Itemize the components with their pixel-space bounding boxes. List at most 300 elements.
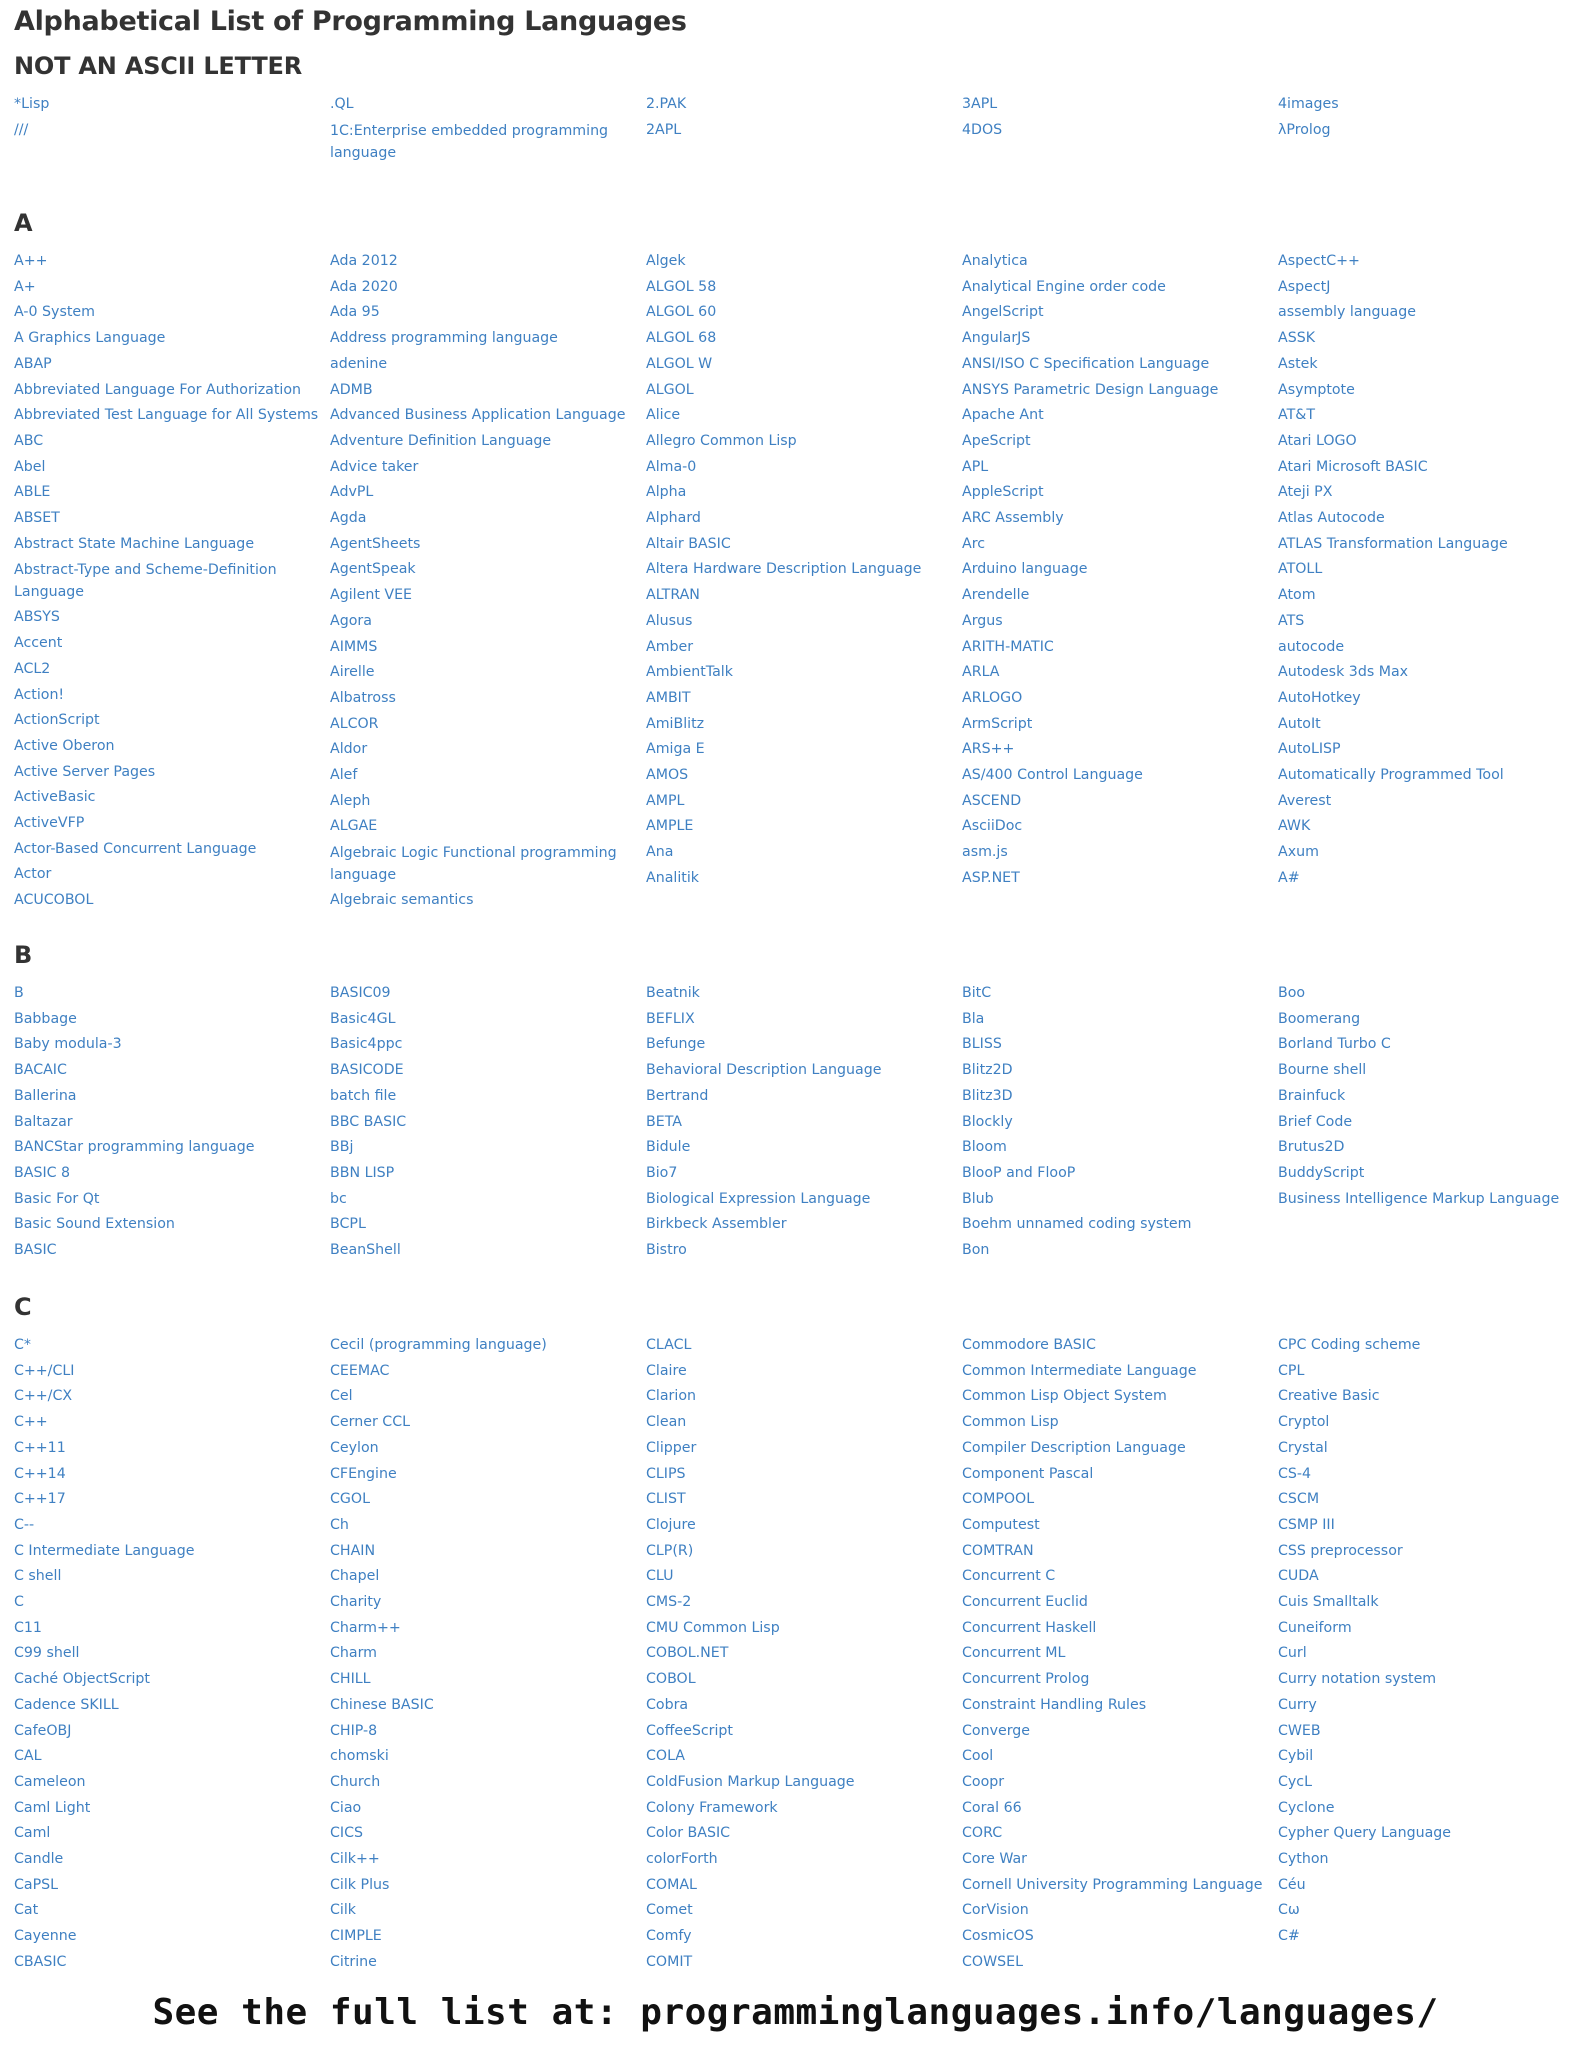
language-link[interactable]: Basic Sound Extension — [14, 1216, 175, 1233]
language-link[interactable]: Altera Hardware Description Language — [646, 561, 922, 578]
language-link[interactable]: *Lisp — [14, 96, 50, 112]
language-link[interactable]: Basic For Qt — [14, 1190, 100, 1207]
language-link[interactable]: COMTRAN — [962, 1542, 1034, 1559]
language-link[interactable]: Constraint Handling Rules — [962, 1696, 1147, 1713]
language-link[interactable]: Computest — [962, 1516, 1040, 1533]
language-link[interactable]: Borland Turbo C — [1278, 1036, 1391, 1053]
language-link[interactable]: Brutus2D — [1278, 1139, 1345, 1156]
language-link[interactable]: Analytica — [962, 253, 1028, 269]
language-link[interactable]: Arc — [962, 535, 986, 552]
language-link[interactable]: Allegro Common Lisp — [646, 432, 797, 449]
language-link[interactable]: chomski — [330, 1748, 389, 1765]
language-link[interactable]: Automatically Programmed Tool — [1278, 767, 1504, 784]
language-link[interactable]: λProlog — [1278, 121, 1331, 138]
language-link[interactable]: ADMB — [330, 381, 373, 398]
language-link[interactable]: Cornell University Programming Language — [962, 1876, 1263, 1893]
language-link[interactable]: Concurrent ML — [962, 1645, 1066, 1662]
language-link[interactable]: CPL — [1278, 1362, 1305, 1379]
language-link[interactable]: C++/CX — [14, 1388, 73, 1405]
language-link[interactable]: Basic4GL — [330, 1010, 396, 1027]
language-link[interactable]: COMPOOL — [962, 1491, 1035, 1508]
language-link[interactable]: Business Intelligence Markup Language — [1278, 1190, 1560, 1207]
language-link[interactable]: CSCM — [1278, 1491, 1320, 1508]
language-link[interactable]: Cobra — [646, 1696, 689, 1713]
language-link[interactable]: Boehm unnamed coding system — [962, 1216, 1192, 1233]
language-link[interactable]: Aleph — [330, 792, 371, 809]
language-link[interactable]: Amber — [646, 638, 694, 655]
language-link[interactable]: .QL — [330, 96, 354, 112]
language-link[interactable]: ABSET — [14, 510, 60, 527]
language-link[interactable]: C — [14, 1594, 24, 1611]
language-link[interactable]: CLIPS — [646, 1465, 686, 1482]
language-link[interactable]: Clipper — [646, 1439, 697, 1456]
language-link[interactable]: ABC — [14, 432, 44, 449]
language-link[interactable]: Component Pascal — [962, 1465, 1094, 1482]
language-link[interactable]: Axum — [1278, 844, 1319, 861]
language-link[interactable]: Advice taker — [330, 458, 419, 475]
language-link[interactable]: Ada 2020 — [330, 278, 398, 295]
language-link[interactable]: Arduino language — [962, 561, 1088, 578]
language-link[interactable]: Charm++ — [330, 1619, 401, 1636]
language-link[interactable]: BASIC09 — [330, 985, 391, 1001]
language-link[interactable]: ABAP — [14, 355, 52, 372]
language-link[interactable]: AIMMS — [330, 638, 378, 655]
language-link[interactable]: COMAL — [646, 1876, 697, 1893]
language-link[interactable]: A+ — [14, 278, 36, 295]
language-link[interactable]: Alice — [646, 407, 681, 424]
language-link[interactable]: BASIC 8 — [14, 1164, 71, 1181]
language-link[interactable]: Analytical Engine order code — [962, 278, 1166, 295]
language-link[interactable]: Arendelle — [962, 587, 1030, 604]
language-link[interactable]: CFEngine — [330, 1465, 397, 1482]
language-link[interactable]: CPC Coding scheme — [1278, 1337, 1421, 1353]
language-link[interactable]: CSS preprocessor — [1278, 1542, 1403, 1559]
language-link[interactable]: Aldor — [330, 741, 368, 758]
language-link[interactable]: 2.PAK — [646, 96, 687, 112]
language-link[interactable]: AT&T — [1278, 407, 1315, 424]
language-link[interactable]: BBj — [330, 1139, 354, 1156]
language-link[interactable]: Cypher Query Language — [1278, 1825, 1452, 1842]
language-link[interactable]: CaPSL — [14, 1876, 59, 1893]
language-link[interactable]: Boo — [1278, 985, 1306, 1001]
language-link[interactable]: Albatross — [330, 689, 396, 706]
language-link[interactable]: ACUCOBOL — [14, 892, 94, 909]
language-link[interactable]: BuddyScript — [1278, 1164, 1365, 1181]
language-link[interactable]: AngelScript — [962, 304, 1044, 321]
language-link[interactable]: Clarion — [646, 1388, 696, 1405]
language-link[interactable]: Curl — [1278, 1645, 1307, 1662]
language-link[interactable]: AutoHotkey — [1278, 689, 1361, 706]
language-link[interactable]: Abbreviated Language For Authorization — [14, 381, 302, 398]
language-link[interactable]: Coopr — [962, 1773, 1005, 1790]
language-link[interactable]: Coral 66 — [962, 1799, 1022, 1816]
language-link[interactable]: ANSYS Parametric Design Language — [962, 381, 1219, 398]
language-link[interactable]: AngularJS — [962, 330, 1031, 347]
language-link[interactable]: A-0 System — [14, 304, 95, 321]
language-link[interactable]: AMBIT — [646, 689, 691, 706]
language-link[interactable]: Atari LOGO — [1278, 432, 1357, 449]
language-link[interactable]: Cel — [330, 1388, 353, 1405]
language-link[interactable]: CS-4 — [1278, 1465, 1312, 1482]
language-link[interactable]: Actor-Based Concurrent Language — [14, 840, 257, 857]
language-link[interactable]: Curry — [1278, 1696, 1317, 1713]
language-link[interactable]: Averest — [1278, 792, 1332, 809]
language-link[interactable]: BeanShell — [330, 1242, 401, 1259]
language-link[interactable]: AgentSpeak — [330, 561, 416, 578]
language-link[interactable]: 2APL — [646, 121, 682, 138]
language-link[interactable]: BCPL — [330, 1216, 366, 1233]
language-link[interactable]: Bidule — [646, 1139, 691, 1156]
language-link[interactable]: A# — [1278, 869, 1300, 886]
language-link[interactable]: ASCEND — [962, 792, 1022, 809]
language-link[interactable]: CIMPLE — [330, 1928, 382, 1945]
language-link[interactable]: Ch — [330, 1516, 349, 1533]
language-link[interactable]: Cilk — [330, 1902, 357, 1919]
language-link[interactable]: Adventure Definition Language — [330, 432, 552, 449]
language-link[interactable]: ColdFusion Markup Language — [646, 1773, 855, 1790]
language-link[interactable]: assembly language — [1278, 304, 1416, 321]
language-link[interactable]: C* — [14, 1337, 32, 1353]
language-link[interactable]: Boomerang — [1278, 1010, 1361, 1027]
language-link[interactable]: Babbage — [14, 1010, 77, 1027]
language-link[interactable]: BACAIC — [14, 1062, 67, 1079]
language-link[interactable]: Candle — [14, 1851, 64, 1868]
language-link[interactable]: C shell — [14, 1568, 62, 1585]
language-link[interactable]: ALGOL 68 — [646, 330, 717, 347]
language-link[interactable]: AppleScript — [962, 484, 1044, 501]
language-link[interactable]: AMPLE — [646, 818, 694, 835]
language-link[interactable]: C-- — [14, 1516, 35, 1533]
language-link[interactable]: Atlas Autocode — [1278, 510, 1385, 527]
language-link[interactable]: C11 — [14, 1619, 42, 1636]
language-link[interactable]: Ceylon — [330, 1439, 379, 1456]
language-link[interactable]: CORC — [962, 1825, 1003, 1842]
language-link[interactable]: ABLE — [14, 484, 51, 501]
language-link[interactable]: BitC — [962, 985, 992, 1001]
language-link[interactable]: CoffeeScript — [646, 1722, 733, 1739]
language-link[interactable]: Advanced Business Application Language — [330, 407, 626, 424]
language-link[interactable]: Abbreviated Test Language for All Systems — [14, 407, 319, 424]
language-link[interactable]: Ateji PX — [1278, 484, 1333, 501]
language-link[interactable]: ANSI/ISO C Specification Language — [962, 355, 1210, 372]
language-link[interactable]: Accent — [14, 635, 63, 652]
language-link[interactable]: Cayenne — [14, 1928, 77, 1945]
language-link[interactable]: CHAIN — [330, 1542, 376, 1559]
language-link[interactable]: Atari Microsoft BASIC — [1278, 458, 1428, 475]
language-link[interactable]: Common Intermediate Language — [962, 1362, 1197, 1379]
language-link[interactable]: CorVision — [962, 1902, 1029, 1919]
language-link[interactable]: CEEMAC — [330, 1362, 390, 1379]
language-link[interactable]: adenine — [330, 355, 388, 372]
language-link[interactable]: Converge — [962, 1722, 1031, 1739]
language-link[interactable]: AgentSheets — [330, 535, 421, 552]
language-link[interactable]: batch file — [330, 1087, 397, 1104]
language-link[interactable]: Alma-0 — [646, 458, 697, 475]
language-link[interactable]: CSMP III — [1278, 1516, 1335, 1533]
language-link[interactable]: ASP.NET — [962, 869, 1020, 886]
language-link[interactable]: Comfy — [646, 1928, 692, 1945]
language-link[interactable]: C Intermediate Language — [14, 1542, 195, 1559]
language-link[interactable]: 1C:Enterprise embedded programming language — [330, 122, 609, 161]
language-link[interactable]: Concurrent Haskell — [962, 1619, 1097, 1636]
language-link[interactable]: Colony Framework — [646, 1799, 778, 1816]
language-link[interactable]: COBOL.NET — [646, 1645, 729, 1662]
language-link[interactable]: AspectJ — [1278, 278, 1331, 295]
language-link[interactable]: ATS — [1278, 612, 1305, 629]
language-link[interactable]: Abstract State Machine Language — [14, 535, 255, 552]
language-link[interactable]: C++14 — [14, 1465, 66, 1482]
language-link[interactable]: Brainfuck — [1278, 1087, 1346, 1104]
language-link[interactable]: C++11 — [14, 1439, 66, 1456]
language-link[interactable]: Active Oberon — [14, 737, 115, 754]
language-link[interactable]: Concurrent Prolog — [962, 1671, 1090, 1688]
language-link[interactable]: Airelle — [330, 664, 375, 681]
language-link[interactable]: Brief Code — [1278, 1113, 1353, 1130]
language-link[interactable]: /// — [14, 121, 29, 138]
language-link[interactable]: Beatnik — [646, 985, 700, 1001]
language-link[interactable]: CLU — [646, 1568, 674, 1585]
language-link[interactable]: CUDA — [1278, 1568, 1319, 1585]
language-link[interactable]: CMU Common Lisp — [646, 1619, 780, 1636]
language-link[interactable]: Cω — [1278, 1902, 1300, 1919]
language-link[interactable]: AutoIt — [1278, 715, 1321, 732]
language-link[interactable]: Agda — [330, 510, 367, 527]
language-link[interactable]: Algek — [646, 253, 686, 269]
language-link[interactable]: Amiga E — [646, 741, 705, 758]
language-link[interactable]: C99 shell — [14, 1645, 80, 1662]
language-link[interactable]: ALCOR — [330, 715, 379, 732]
language-link[interactable]: ARLOGO — [962, 689, 1023, 706]
language-link[interactable]: bc — [330, 1190, 347, 1207]
language-link[interactable]: Cadence SKILL — [14, 1696, 119, 1713]
language-link[interactable]: CLIST — [646, 1491, 686, 1508]
language-link[interactable]: Claire — [646, 1362, 687, 1379]
language-link[interactable]: Alphard — [646, 510, 701, 527]
language-link[interactable]: ACL2 — [14, 660, 51, 677]
language-link[interactable]: CycL — [1278, 1773, 1313, 1790]
language-link[interactable]: Caml Light — [14, 1799, 91, 1816]
language-link[interactable]: Autodesk 3ds Max — [1278, 664, 1409, 681]
language-link[interactable]: Argus — [962, 612, 1003, 629]
language-link[interactable]: Common Lisp — [962, 1414, 1059, 1431]
language-link[interactable]: COWSEL — [962, 1953, 1023, 1970]
language-link[interactable]: Action! — [14, 686, 65, 703]
language-link[interactable]: BANCStar programming language — [14, 1139, 255, 1156]
language-link[interactable]: ALGOL — [646, 381, 694, 398]
language-link[interactable]: Apache Ant — [962, 407, 1044, 424]
language-link[interactable]: C++/CLI — [14, 1362, 75, 1379]
language-link[interactable]: BEFLIX — [646, 1010, 695, 1027]
language-link[interactable]: Cryptol — [1278, 1414, 1330, 1431]
language-link[interactable]: Commodore BASIC — [962, 1337, 1096, 1353]
language-link[interactable]: Creative Basic — [1278, 1388, 1380, 1405]
language-link[interactable]: ALGOL 60 — [646, 304, 717, 321]
language-link[interactable]: Church — [330, 1773, 381, 1790]
language-link[interactable]: Cecil (programming language) — [330, 1337, 547, 1353]
language-link[interactable]: Address programming language — [330, 330, 558, 347]
language-link[interactable]: Concurrent Euclid — [962, 1594, 1088, 1611]
language-link[interactable]: Atom — [1278, 587, 1316, 604]
language-link[interactable]: COMIT — [646, 1953, 693, 1970]
language-link[interactable]: Cybil — [1278, 1748, 1314, 1765]
language-link[interactable]: Charm — [330, 1645, 377, 1662]
language-link[interactable]: Cython — [1278, 1851, 1329, 1868]
language-link[interactable]: Algebraic Logic Functional programming language — [330, 845, 617, 884]
language-link[interactable]: AS/400 Control Language — [962, 767, 1143, 784]
language-link[interactable]: Blitz3D — [962, 1087, 1013, 1104]
language-link[interactable]: Bistro — [646, 1242, 687, 1259]
language-link[interactable]: BBN LISP — [330, 1164, 395, 1181]
language-link[interactable]: COBOL — [646, 1671, 696, 1688]
language-link[interactable]: CLP(R) — [646, 1542, 694, 1559]
language-link[interactable]: Cameleon — [14, 1773, 86, 1790]
language-link[interactable]: CBASIC — [14, 1953, 67, 1970]
language-link[interactable]: C# — [1278, 1928, 1300, 1945]
language-link[interactable]: CosmicOS — [962, 1928, 1034, 1945]
language-link[interactable]: ActiveBasic — [14, 789, 96, 806]
language-link[interactable]: Ballerina — [14, 1087, 77, 1104]
language-link[interactable]: Baby modula-3 — [14, 1036, 122, 1053]
language-link[interactable]: Clean — [646, 1414, 687, 1431]
language-link[interactable]: ALGAE — [330, 818, 378, 835]
language-link[interactable]: COLA — [646, 1748, 686, 1765]
language-link[interactable]: Caml — [14, 1825, 51, 1842]
language-link[interactable]: Agora — [330, 612, 372, 629]
language-link[interactable]: CafeOBJ — [14, 1722, 72, 1739]
language-link[interactable]: AmbientTalk — [646, 664, 733, 681]
language-link[interactable]: Algebraic semantics — [330, 892, 474, 909]
language-link[interactable]: Clojure — [646, 1516, 696, 1533]
language-link[interactable]: ALTRAN — [646, 587, 700, 604]
language-link[interactable]: Astek — [1278, 355, 1318, 372]
language-link[interactable]: Concurrent C — [962, 1568, 1056, 1585]
language-link[interactable]: Bertrand — [646, 1087, 709, 1104]
language-link[interactable]: Altair BASIC — [646, 535, 731, 552]
language-link[interactable]: Agilent VEE — [330, 587, 413, 604]
language-link[interactable]: Blitz2D — [962, 1062, 1013, 1079]
language-link[interactable]: Crystal — [1278, 1439, 1328, 1456]
language-link[interactable]: asm.js — [962, 844, 1008, 861]
language-link[interactable]: ActionScript — [14, 712, 100, 729]
language-link[interactable]: Comet — [646, 1902, 693, 1919]
language-link[interactable]: Blub — [962, 1190, 994, 1207]
language-link[interactable]: Cilk++ — [330, 1851, 380, 1868]
language-link[interactable]: CHILL — [330, 1671, 371, 1688]
language-link[interactable]: APL — [962, 458, 989, 475]
language-link[interactable]: ATOLL — [1278, 561, 1323, 578]
language-link[interactable]: C++17 — [14, 1491, 66, 1508]
language-link[interactable]: Color BASIC — [646, 1825, 731, 1842]
language-link[interactable]: Blockly — [962, 1113, 1013, 1130]
language-link[interactable]: AutoLISP — [1278, 741, 1341, 758]
language-link[interactable]: Curry notation system — [1278, 1671, 1437, 1688]
language-link[interactable]: ARITH-MATIC — [962, 638, 1054, 655]
language-link[interactable]: Compiler Description Language — [962, 1439, 1186, 1456]
language-link[interactable]: B — [14, 985, 24, 1001]
language-link[interactable]: Common Lisp Object System — [962, 1388, 1167, 1405]
language-link[interactable]: Alpha — [646, 484, 687, 501]
language-link[interactable]: Cuis Smalltalk — [1278, 1594, 1379, 1611]
language-link[interactable]: CHIP-8 — [330, 1722, 378, 1739]
language-link[interactable]: Biological Expression Language — [646, 1190, 871, 1207]
language-link[interactable]: AMPL — [646, 792, 685, 809]
language-link[interactable]: Asymptote — [1278, 381, 1355, 398]
language-link[interactable]: Cuneiform — [1278, 1619, 1352, 1636]
language-link[interactable]: Citrine — [330, 1953, 377, 1970]
language-link[interactable]: A Graphics Language — [14, 330, 166, 347]
language-link[interactable]: ASSK — [1278, 330, 1316, 347]
language-link[interactable]: Analitik — [646, 869, 699, 886]
language-link[interactable]: ALGOL W — [646, 355, 713, 372]
language-link[interactable]: Cat — [14, 1902, 39, 1919]
language-link[interactable]: Ada 95 — [330, 304, 380, 321]
language-link[interactable]: ARLA — [962, 664, 1000, 681]
language-link[interactable]: Bio7 — [646, 1164, 678, 1181]
language-link[interactable]: autocode — [1278, 638, 1345, 655]
language-link[interactable]: Basic4ppc — [330, 1036, 403, 1053]
language-link[interactable]: ArmScript — [962, 715, 1033, 732]
language-link[interactable]: Abstract-Type and Scheme-Definition Language — [14, 562, 277, 601]
language-link[interactable]: Behavioral Description Language — [646, 1062, 882, 1079]
language-link[interactable]: Chapel — [330, 1568, 380, 1585]
language-link[interactable]: Ciao — [330, 1799, 362, 1816]
language-link[interactable]: Birkbeck Assembler — [646, 1216, 787, 1233]
language-link[interactable]: C++ — [14, 1414, 48, 1431]
language-link[interactable]: CAL — [14, 1748, 42, 1765]
language-link[interactable]: Actor — [14, 866, 52, 883]
language-link[interactable]: ALGOL 58 — [646, 278, 717, 295]
language-link[interactable]: Cool — [962, 1748, 994, 1765]
language-link[interactable]: BBC BASIC — [330, 1113, 407, 1130]
language-link[interactable]: Ada 2012 — [330, 253, 398, 269]
language-link[interactable]: Baltazar — [14, 1113, 73, 1130]
language-link[interactable]: ARS++ — [962, 741, 1015, 758]
language-link[interactable]: Bla — [962, 1010, 985, 1027]
language-link[interactable]: BASIC — [14, 1242, 57, 1259]
language-link[interactable]: AmiBlitz — [646, 715, 705, 732]
language-link[interactable]: 4DOS — [962, 121, 1003, 138]
language-link[interactable]: CMS-2 — [646, 1594, 692, 1611]
language-link[interactable]: CGOL — [330, 1491, 370, 1508]
language-link[interactable]: AspectC++ — [1278, 253, 1360, 269]
language-link[interactable]: Cyclone — [1278, 1799, 1335, 1816]
language-link[interactable]: Bourne shell — [1278, 1062, 1367, 1079]
language-link[interactable]: Cerner CCL — [330, 1414, 410, 1431]
language-link[interactable]: AWK — [1278, 818, 1311, 835]
language-link[interactable]: colorForth — [646, 1851, 718, 1868]
language-link[interactable]: BETA — [646, 1113, 682, 1130]
language-link[interactable]: ActiveVFP — [14, 815, 85, 832]
language-link[interactable]: 3APL — [962, 96, 998, 112]
language-link[interactable]: ABSYS — [14, 609, 60, 626]
language-link[interactable]: ATLAS Transformation Language — [1278, 535, 1508, 552]
language-link[interactable]: Befunge — [646, 1036, 706, 1053]
language-link[interactable]: Caché ObjectScript — [14, 1671, 150, 1688]
language-link[interactable]: Active Server Pages — [14, 763, 156, 780]
language-link[interactable]: Charity — [330, 1594, 382, 1611]
language-link[interactable]: AdvPL — [330, 484, 374, 501]
language-link[interactable]: Bon — [962, 1242, 990, 1259]
language-link[interactable]: CLACL — [646, 1337, 692, 1353]
language-link[interactable]: BlooP and FlooP — [962, 1164, 1076, 1181]
language-link[interactable]: Ana — [646, 844, 674, 861]
language-link[interactable]: Cilk Plus — [330, 1876, 390, 1893]
language-link[interactable]: Alusus — [646, 612, 693, 629]
language-link[interactable]: Alef — [330, 767, 358, 784]
language-link[interactable]: CWEB — [1278, 1722, 1321, 1739]
language-link[interactable]: BASICODE — [330, 1062, 404, 1079]
language-link[interactable]: Bloom — [962, 1139, 1007, 1156]
